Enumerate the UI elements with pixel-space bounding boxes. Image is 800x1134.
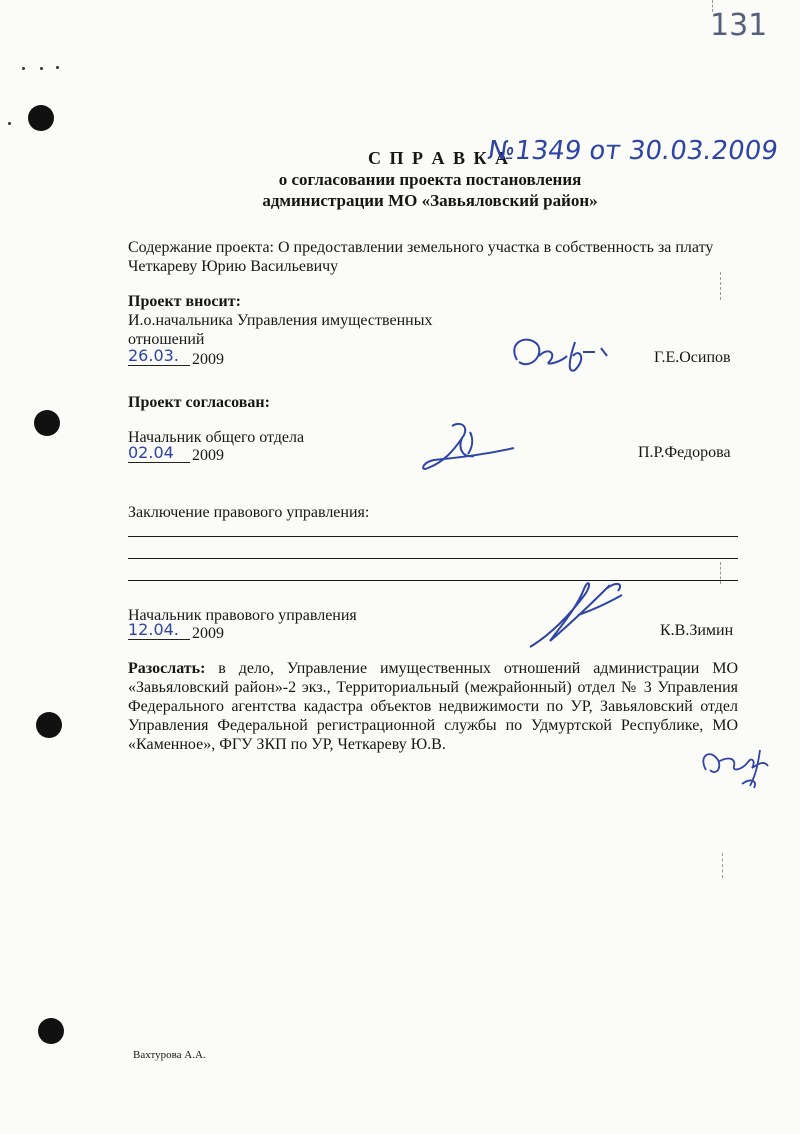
conclusion-line: [128, 558, 738, 559]
distribution-text: в дело, Управление имущественных отношений администрации МО: [205, 660, 738, 677]
legal-signature: [520, 575, 640, 655]
distribution-line: «Завьяловский район»-2 экз., Территориальный (межрайонный) отдел № 3 Управления: [128, 679, 738, 696]
distribution-line: Управления Федеральной регистрационной службы по Удмуртской Республике, МО: [128, 717, 738, 734]
approval-name: П.Р.Федорова: [638, 444, 731, 461]
punch-hole: [38, 1018, 64, 1044]
distribution-block: [128, 659, 738, 754]
registration-number: №1349 от 30.03.2009: [485, 136, 780, 166]
approval-position: Начальник общего отдела: [128, 429, 305, 446]
distribution-line: [128, 659, 738, 678]
page-number: 131: [710, 8, 768, 43]
approval-heading: Проект согласован:: [128, 394, 270, 411]
project-content-line: Четкареву Юрию Васильевичу: [128, 258, 339, 275]
scan-speck: [40, 67, 43, 70]
submitter-signature: [505, 330, 625, 380]
distribution-line: «Каменное», ФГУ ЗКП по УР, Четкареву Ю.В.: [128, 736, 446, 753]
conclusion-line: [128, 580, 738, 581]
project-content: [128, 238, 713, 276]
document-subtitle: о согласовании проекта постановления: [278, 170, 582, 189]
distribution-label: Разослать:: [128, 660, 206, 677]
submitter-position-line: отношений: [128, 331, 205, 348]
scan-mark: [722, 853, 723, 878]
approval-date: 02.04: [128, 443, 190, 463]
punch-hole: [36, 712, 62, 738]
submitter-position-line: И.о.начальника Управления имущественных: [128, 312, 433, 329]
legal-position: Начальник правового управления: [128, 607, 357, 624]
scan-mark: [720, 272, 721, 300]
document-subtitle-2: администрации МО «Завьяловский район»: [262, 191, 598, 210]
executor-name: Вахтурова А.А.: [133, 1049, 206, 1061]
legal-name: К.В.Зимин: [660, 622, 734, 639]
scan-speck: [56, 66, 59, 69]
conclusion-line: [128, 536, 738, 537]
project-content-line: Содержание проекта: О предоставлении земельного участка в собственность за плату: [128, 239, 714, 256]
distribution-line: Федерального агентства кадастра объектов недвижимости по УР, Завьяловский отдел: [128, 698, 738, 715]
approval-signature: [418, 418, 528, 478]
scan-speck: [22, 67, 25, 70]
submitter-position: [128, 311, 432, 349]
scan-speck: [8, 122, 11, 125]
legal-date: 12.04.: [128, 620, 190, 640]
punch-hole: [34, 410, 60, 436]
submitter-heading: Проект вносит:: [128, 293, 241, 310]
legal-year: 2009: [192, 625, 224, 642]
document-title: С П Р А В К А: [368, 148, 511, 168]
submitter-year: 2009: [192, 351, 224, 368]
submitter-date: 26.03.: [128, 346, 190, 366]
submitter-name: Г.Е.Осипов: [654, 349, 731, 366]
distribution-signature: [698, 740, 788, 800]
punch-hole: [28, 105, 54, 131]
approval-year: 2009: [192, 447, 224, 464]
legal-heading: Заключение правового управления:: [128, 504, 370, 521]
